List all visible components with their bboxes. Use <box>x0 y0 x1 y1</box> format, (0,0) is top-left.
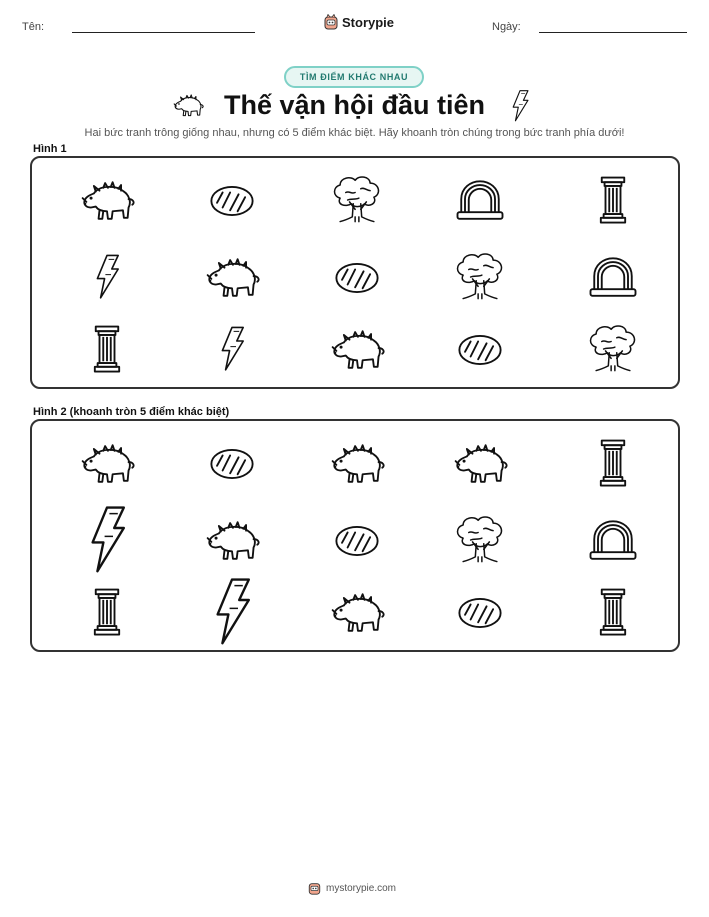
storypie-mascot-icon <box>324 14 338 30</box>
name-label: Tên: <box>22 21 45 33</box>
boar-icon <box>77 170 137 230</box>
boar-icon[interactable] <box>202 510 262 570</box>
panel-picture-1 <box>30 156 680 389</box>
tree-icon <box>450 247 510 307</box>
arch-icon <box>450 170 510 230</box>
column-icon <box>77 319 137 379</box>
boar-icon[interactable] <box>327 433 387 493</box>
boar-icon <box>202 247 262 307</box>
date-line[interactable] <box>539 32 687 33</box>
column-icon[interactable] <box>583 582 643 642</box>
column-icon[interactable] <box>77 582 137 642</box>
boar-icon[interactable] <box>450 433 510 493</box>
page-title: Thế vận hội đầu tiên <box>223 90 486 120</box>
panel2-label: Hình 2 (khoanh tròn 5 điểm khác biệt) <box>33 406 230 418</box>
arch-icon <box>583 247 643 307</box>
brand-logo <box>324 14 394 30</box>
bread-icon[interactable] <box>450 582 510 642</box>
column-icon <box>583 170 643 230</box>
tree-icon[interactable] <box>450 510 510 570</box>
lightning-icon[interactable] <box>71 504 143 576</box>
tree-icon <box>583 319 643 379</box>
bread-icon[interactable] <box>202 433 262 493</box>
name-line[interactable] <box>72 32 255 33</box>
arch-icon[interactable] <box>583 510 643 570</box>
activity-badge: TÌM ĐIỂM KHÁC NHAU <box>284 66 424 88</box>
boar-icon <box>327 319 387 379</box>
boar-icon[interactable] <box>327 582 387 642</box>
bread-icon <box>327 247 387 307</box>
panel-picture-2[interactable] <box>30 419 680 652</box>
footer <box>308 881 396 895</box>
storypie-mascot-icon <box>308 881 321 895</box>
boar-icon[interactable] <box>77 433 137 493</box>
brand-name: Storypie <box>342 14 395 30</box>
lightning-icon <box>508 89 532 123</box>
lightning-icon <box>83 253 131 301</box>
column-icon[interactable] <box>583 433 643 493</box>
panel1-label: Hình 1 <box>33 143 67 155</box>
bread-icon[interactable] <box>327 510 387 570</box>
lightning-icon[interactable] <box>196 576 268 648</box>
date-label: Ngày: <box>492 21 521 33</box>
tree-icon <box>327 170 387 230</box>
footer-site: mystorypie.com <box>326 882 397 894</box>
bread-icon <box>450 319 510 379</box>
bread-icon <box>202 170 262 230</box>
instructions: Hai bức tranh trông giống nhau, nhưng có 5 điểm khác biệt. Hãy khoanh tròn chúng trong bức tranh phía dưới! <box>84 127 625 139</box>
lightning-icon <box>208 325 256 373</box>
